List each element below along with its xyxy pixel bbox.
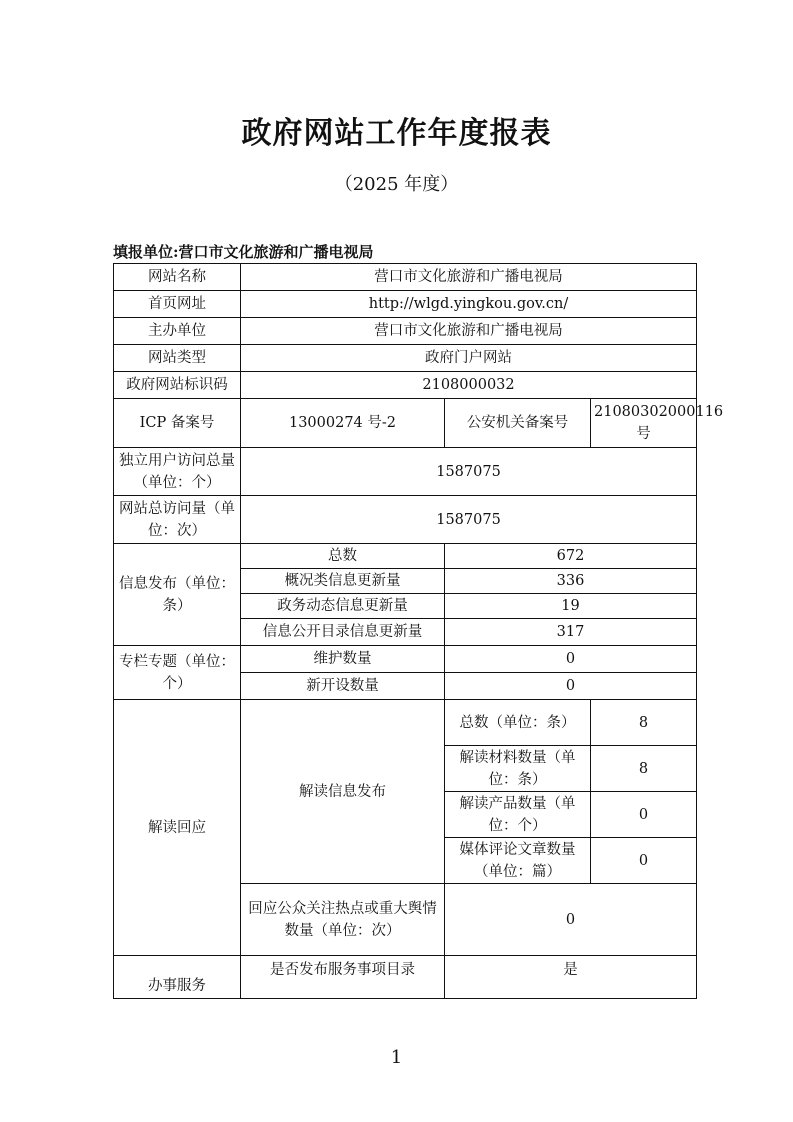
site-type-label: 网站类型 [114,345,241,372]
row-info-total [114,544,697,569]
interp-item-value: 8 [591,700,697,746]
row-icp [114,399,697,448]
row-site-name [114,264,697,291]
row-homepage [114,291,697,318]
interp-item-label: 解读产品数量（单位：个） [445,792,591,838]
special-column-label: 专栏专题（单位：个） [114,646,241,700]
police-record-value: 21080302000116 号 [591,399,697,448]
row-interp-total [114,700,697,746]
homepage-label: 首页网址 [114,291,241,318]
report-year: （2025 年度） [334,174,459,195]
report-table [113,263,724,999]
interpretation-sub-label: 解读信息发布 [241,700,445,884]
site-id-label: 政府网站标识码 [114,372,241,399]
interp-item-label: 解读材料数量（单位：条） [445,746,591,792]
page-title: 政府网站工作年度报表 [241,116,552,151]
column-item-label: 新开设数量 [241,673,445,700]
services-label: 办事服务 [114,956,241,999]
interp-item-value: 0 [591,792,697,838]
info-item-label: 总数 [241,544,445,569]
site-name-value: 营口市文化旅游和广播电视局 [241,264,697,291]
row-column-maintained [114,646,697,673]
info-item-value: 672 [445,544,697,569]
response-value: 0 [445,884,697,956]
unique-visitors-value: 1587075 [241,448,697,496]
column-item-value: 0 [445,673,697,700]
info-item-label: 信息公开目录信息更新量 [241,619,445,646]
info-item-value: 317 [445,619,697,646]
info-publish-label: 信息发布（单位：条） [114,544,241,646]
icp-value: 13000274 号-2 [241,399,445,448]
info-item-label: 概况类信息更新量 [241,569,445,594]
column-item-label: 维护数量 [241,646,445,673]
total-visits-value: 1587075 [241,496,697,544]
sponsor-value: 营口市文化旅游和广播电视局 [241,318,697,345]
row-site-id [114,372,697,399]
homepage-value: http://wlgd.yingkou.gov.cn/ [241,291,697,318]
site-id-value: 2108000032 [241,372,697,399]
info-item-value: 336 [445,569,697,594]
interpretation-label: 解读回应 [114,700,241,956]
row-services [114,956,697,999]
site-type-value: 政府门户网站 [241,345,697,372]
row-total-visits [114,496,697,544]
interp-item-label: 总数（单位：条） [445,700,591,746]
site-name-label: 网站名称 [114,264,241,291]
info-item-value: 19 [445,594,697,619]
unique-visitors-label: 独立用户访问总量（单位：个） [114,448,241,496]
interp-item-value: 8 [591,746,697,792]
response-label: 回应公众关注热点或重大舆情数量（单位：次） [241,884,445,956]
icp-label: ICP 备案号 [114,399,241,448]
services-item-label: 是否发布服务事项目录 [241,956,445,999]
police-record-label: 公安机关备案号 [445,399,591,448]
row-site-type [114,345,697,372]
row-sponsor [114,318,697,345]
interp-item-value: 0 [591,838,697,884]
page-number: 1 [390,1047,403,1068]
total-visits-label: 网站总访问量（单位：次） [114,496,241,544]
filing-unit: 填报单位:营口市文化旅游和广播电视局 [113,243,374,261]
info-item-label: 政务动态信息更新量 [241,594,445,619]
column-item-value: 0 [445,646,697,673]
services-item-value: 是 [445,956,697,999]
interp-item-label: 媒体评论文章数量（单位：篇） [445,838,591,884]
sponsor-label: 主办单位 [114,318,241,345]
row-unique-visitors [114,448,697,496]
